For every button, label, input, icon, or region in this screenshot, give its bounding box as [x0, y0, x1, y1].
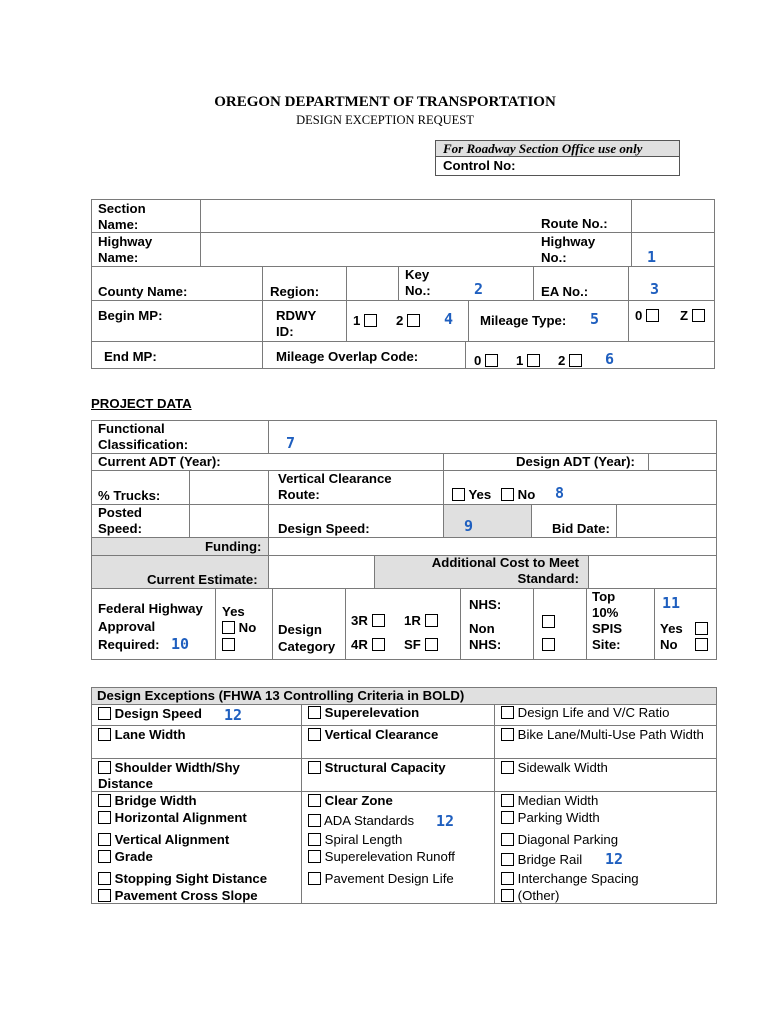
ea-no-label: EA No.:	[541, 284, 589, 299]
checkbox[interactable]	[569, 354, 582, 367]
highway-no-field[interactable]	[633, 234, 713, 264]
control-no-label: Control No:	[443, 158, 516, 173]
bid-date-label: Bid Date:	[552, 521, 610, 536]
exception-label: Superelevation	[324, 705, 420, 720]
exception-item[interactable]	[98, 871, 293, 887]
spis-no-checkbox[interactable]	[695, 638, 708, 651]
checkbox[interactable]	[98, 761, 111, 774]
checkbox[interactable]	[308, 850, 321, 863]
annotation-8: 8	[555, 484, 565, 502]
checkbox[interactable]	[308, 794, 321, 807]
checkbox[interactable]	[425, 614, 438, 627]
exception-label: Stopping Sight Distance	[114, 871, 268, 886]
exception-label: Bike Lane/Multi-Use Path Width	[517, 727, 704, 742]
rdwy-id-label: RDWY ID:	[276, 308, 317, 339]
vertical-clearance-no[interactable]: No	[501, 487, 535, 503]
checkbox[interactable]	[308, 761, 321, 774]
exception-item[interactable]	[98, 888, 293, 904]
checkbox[interactable]	[501, 488, 514, 501]
fha-no-option[interactable]: No	[222, 620, 256, 636]
annotation-7: 7	[286, 434, 296, 452]
exception-label: Design Speed	[114, 706, 202, 721]
end-mp-label: End MP:	[104, 349, 157, 364]
exception-item[interactable]	[501, 760, 711, 776]
vertical-clearance-label: Vertical Clearance Route:	[278, 471, 392, 502]
checkbox[interactable]	[407, 314, 420, 327]
annotation-11: 11	[662, 594, 681, 612]
fha-approval-label: Federal Highway Approval Required:	[98, 601, 203, 652]
checkbox[interactable]	[98, 811, 111, 824]
exception-item[interactable]	[98, 727, 293, 743]
exception-item[interactable]	[501, 705, 711, 721]
fha-yes-label: Yes	[222, 604, 245, 619]
exception-item[interactable]	[308, 871, 488, 887]
exception-label: Parking Width	[517, 810, 600, 825]
additional-cost-label: Additional Cost to Meet Standard:	[431, 555, 579, 586]
checkbox[interactable]	[485, 354, 498, 367]
exception-label: ADA Standards	[323, 813, 415, 828]
checkbox[interactable]	[527, 354, 540, 367]
mileage-type-label: Mileage Type:	[480, 313, 567, 328]
exception-label: Bridge Rail	[517, 852, 583, 867]
exception-label: Vertical Alignment	[114, 832, 230, 847]
checkbox[interactable]	[308, 728, 321, 741]
functional-classification-label: Functional Classification:	[98, 421, 189, 452]
exception-label: Median Width	[517, 793, 599, 808]
form-title: OREGON DEPARTMENT OF TRANSPORTATION	[214, 94, 556, 110]
posted-speed-label: Posted Speed:	[98, 505, 142, 536]
annotation-1: 1	[647, 248, 657, 266]
exception-item[interactable]	[308, 849, 488, 865]
overlap-option-1[interactable]: 1	[516, 353, 540, 369]
exception-label: Spiral Length	[324, 832, 403, 847]
design-adt-label: Design ADT (Year):	[516, 454, 635, 469]
county-name-field[interactable]	[196, 268, 260, 298]
exception-item[interactable]	[308, 793, 488, 809]
current-adt-label: Current ADT (Year):	[98, 454, 221, 469]
checkbox[interactable]	[501, 833, 514, 846]
checkbox[interactable]	[98, 707, 111, 720]
exception-item[interactable]	[501, 871, 711, 887]
highway-name-field[interactable]	[202, 234, 532, 264]
mileage-type-option-0[interactable]: 0	[635, 308, 659, 324]
checkbox[interactable]	[372, 614, 385, 627]
checkbox[interactable]	[501, 811, 514, 824]
checkbox[interactable]	[364, 314, 377, 327]
annotation-2: 2	[474, 280, 484, 298]
highway-no-label: Highway No.:	[541, 234, 596, 265]
design-category-label: Design Category	[278, 622, 336, 654]
exception-item[interactable]	[501, 888, 711, 904]
checkbox[interactable]	[222, 621, 235, 634]
exception-label: Structural Capacity	[324, 760, 446, 775]
exception-label: Bridge Width	[114, 793, 197, 808]
project-data-heading: PROJECT DATA	[91, 396, 192, 411]
form-subtitle: DESIGN EXCEPTION REQUEST	[296, 113, 474, 127]
highway-name-label: Highway Name:	[98, 234, 153, 265]
exception-item[interactable]	[308, 727, 488, 743]
checkbox[interactable]	[98, 889, 111, 902]
exception-item[interactable]	[98, 793, 293, 809]
exception-item[interactable]	[501, 793, 711, 809]
checkbox[interactable]	[501, 853, 514, 866]
trucks-label: % Trucks:	[98, 488, 161, 503]
spis-yes-label: Yes	[660, 621, 683, 636]
annotation-10: 10	[171, 635, 190, 653]
trucks-field[interactable]	[191, 472, 266, 502]
additional-cost-field[interactable]	[590, 556, 715, 587]
functional-classification-field[interactable]	[270, 421, 715, 452]
exception-item[interactable]	[98, 832, 293, 848]
office-use-note: For Roadway Section Office use only	[436, 141, 679, 157]
exception-label: Clear Zone	[324, 793, 393, 808]
posted-speed-field[interactable]	[191, 506, 266, 536]
exceptions-heading: Design Exceptions (FHWA 13 Controlling Criteria in BOLD)	[97, 688, 465, 703]
annotation-9: 9	[464, 517, 474, 535]
exception-label: Horizontal Alignment	[114, 810, 247, 825]
spis-site-label: Top 10% SPIS Site:	[592, 589, 623, 652]
exception-label: Interchange Spacing	[517, 871, 639, 886]
checkbox[interactable]	[98, 728, 111, 741]
control-no-field[interactable]	[524, 158, 674, 174]
category-1r[interactable]: 1R	[404, 613, 438, 629]
funding-label: Funding:	[205, 539, 262, 554]
exception-label: Diagonal Parking	[517, 832, 619, 847]
annotation-5: 5	[590, 310, 600, 328]
exception-label: Superelevation Runoff	[324, 849, 455, 864]
annotation-12: 12	[224, 706, 243, 724]
checkbox[interactable]	[308, 706, 321, 719]
exception-label: Vertical Clearance	[324, 727, 439, 742]
checkbox[interactable]	[98, 872, 111, 885]
overlap-option-0[interactable]: 0	[474, 353, 498, 369]
checkbox[interactable]	[372, 638, 385, 651]
checkbox[interactable]	[452, 488, 465, 501]
exception-item[interactable]	[501, 727, 711, 743]
non-nhs-label: Non NHS:	[469, 621, 502, 652]
checkbox[interactable]	[308, 814, 321, 827]
non-nhs-checkbox[interactable]	[542, 638, 555, 651]
checkbox[interactable]	[98, 794, 111, 807]
category-4r[interactable]: 4R	[351, 637, 385, 653]
exception-item[interactable]	[308, 832, 488, 848]
spis-yes-checkbox[interactable]	[695, 622, 708, 635]
exception-label: Design Life and V/C Ratio	[517, 705, 670, 720]
route-no-label: Route No.:	[541, 216, 608, 231]
checkbox[interactable]	[425, 638, 438, 651]
mileage-type-option-z[interactable]: Z	[680, 308, 705, 324]
annotation-6: 6	[605, 350, 615, 368]
region-label: Region:	[270, 284, 320, 299]
exception-label: Sidewalk Width	[517, 760, 608, 775]
county-name-label: County Name:	[98, 284, 188, 299]
checkbox[interactable]	[501, 761, 514, 774]
key-no-label: Key No.:	[405, 267, 431, 298]
overlap-option-2[interactable]: 2	[558, 353, 582, 369]
current-estimate-label: Current Estimate:	[147, 572, 258, 587]
exception-item[interactable]	[308, 813, 488, 829]
section-name-field[interactable]	[202, 201, 532, 231]
annotation-4: 4	[444, 310, 454, 328]
exception-label: Grade	[114, 849, 153, 864]
annotation-12-ada: 12	[436, 812, 455, 830]
checkbox[interactable]	[501, 889, 514, 902]
category-sf[interactable]: SF	[404, 637, 438, 653]
annotation-12-bridge-rail: 12	[605, 850, 624, 868]
design-speed-label: Design Speed:	[278, 521, 370, 536]
exception-label: Pavement Design Life	[324, 871, 454, 886]
exception-label: Pavement Cross Slope	[114, 888, 258, 903]
checkbox[interactable]	[501, 794, 514, 807]
exception-item[interactable]	[501, 810, 711, 826]
exception-item[interactable]	[308, 760, 488, 776]
exception-item[interactable]	[308, 705, 488, 721]
section-name-label: Section Name:	[98, 201, 146, 232]
nhs-label: NHS:	[469, 597, 502, 612]
rdwy-id-option-2[interactable]: 2	[396, 313, 420, 329]
exception-label: (Other)	[517, 888, 560, 903]
exception-item[interactable]	[98, 706, 293, 722]
vertical-clearance-yes[interactable]: Yes	[452, 487, 491, 503]
exception-item[interactable]	[98, 760, 293, 792]
checkbox[interactable]	[692, 309, 705, 322]
exception-label: Shoulder Width/Shy Distance	[98, 760, 240, 791]
begin-mp-label: Begin MP:	[98, 308, 163, 323]
nhs-checkbox[interactable]	[542, 615, 555, 628]
checkbox[interactable]	[501, 872, 514, 885]
mileage-overlap-label: Mileage Overlap Code:	[276, 349, 419, 364]
checkbox[interactable]	[98, 850, 111, 863]
checkbox[interactable]	[308, 833, 321, 846]
category-3r[interactable]: 3R	[351, 613, 385, 629]
current-estimate-field[interactable]	[270, 556, 372, 587]
checkbox[interactable]	[308, 872, 321, 885]
exception-item[interactable]	[98, 810, 293, 826]
exception-item[interactable]	[98, 849, 293, 865]
annotation-3: 3	[650, 280, 660, 298]
rdwy-id-option-1[interactable]: 1	[353, 313, 377, 329]
checkbox[interactable]	[646, 309, 659, 322]
bid-date-field[interactable]	[618, 506, 715, 536]
exception-item[interactable]	[501, 832, 711, 848]
route-no-field[interactable]	[633, 201, 713, 231]
office-use-box	[435, 140, 680, 176]
fha-yes-checkbox[interactable]	[222, 638, 235, 651]
exception-label: Lane Width	[114, 727, 186, 742]
checkbox[interactable]	[98, 833, 111, 846]
checkbox[interactable]	[501, 706, 514, 719]
checkbox[interactable]	[501, 728, 514, 741]
spis-no-label: No	[660, 637, 678, 652]
